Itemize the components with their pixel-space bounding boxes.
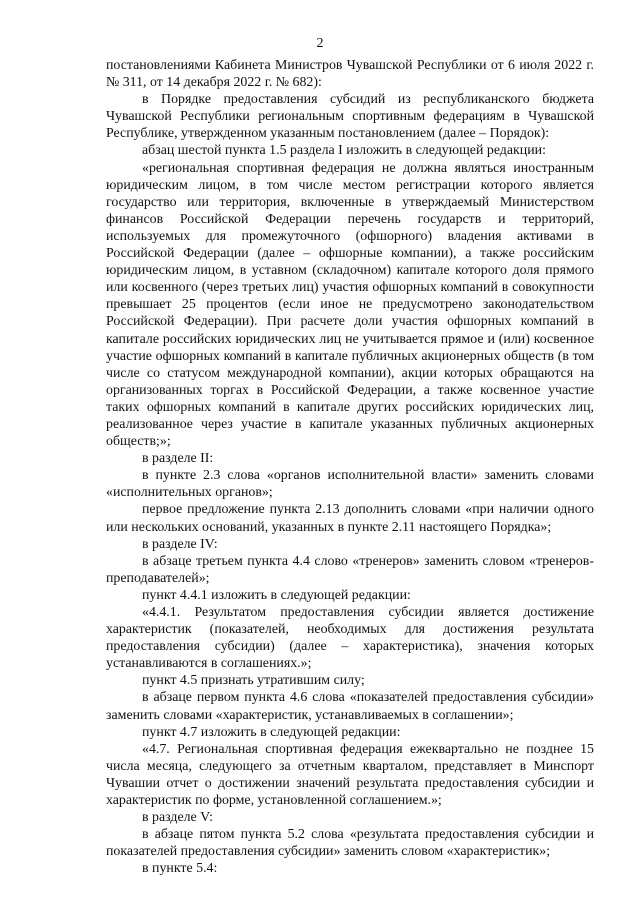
paragraph: абзац шестой пункта 1.5 раздела I изложить в следующей редакции: [142,143,546,159]
paragraph: «4.4.1. Результатом предоставления субсидии является достижение характеристик (показателей, необходимых для достижения результата предоставления субсидии) (далее – характеристика), значения которых устанавливаются в соглашениях.»; [106,605,594,672]
paragraph: постановлениями Кабинета Министров Чувашской Республики от 6 июля 2022 г. № 311, от 14 декабря 2022 г. № 682): [106,58,594,91]
paragraph: в Порядке предоставления субсидий из республиканского бюджета Чувашской Республики региональным спортивным федерациям в Чувашской Республике, утвержденном указанным постановлением (далее – Порядок): [106,92,594,142]
paragraph: в абзаце пятом пункта 5.2 слова «результата предоставления субсидии и показателей предоставления субсидии» заменить словом «характеристик»; [106,827,594,860]
paragraph: в разделе IV: [142,536,218,552]
paragraph: пункт 4.5 признать утратившим силу; [142,673,365,689]
document-body [106,57,594,878]
paragraph: «4.7. Региональная спортивная федерация ежеквартально не позднее 15 числа месяца, следующего за отчетным кварталом, представляет в Минспорт Чувашии отчет о достижении значений результата предоставления субсидии и характеристик по форме, установленной соглашением.»; [106,741,594,809]
paragraph: в разделе V: [142,810,214,826]
paragraph: «региональная спортивная федерация не должна являться иностранным юридическим лицом, в том числе местом регистрации которого является государство или территория, включенные в утверждаемый Министерством финансов Российской Федерации перечень государств и территорий, используемых для промежуточного (офшорного) владения активами в Российской Федерации (далее – офшорные компании), а также российским юридическим лицом, в уставном (складочном) капитале которого доля прямого или косвенного (через третьих лиц) участия офшорных компаний в совокупности превышает 25 процентов (если иное не предусмотрено законодательством Российской Федерации). При расчете доли участия офшорных компаний в капитале российских юридических лиц не учитывается прямое и (или) косвенное участие офшорных компаний в капитале публичных акционерных обществ (в том числе со статусом международной компании), акции которых обращаются на организованных торгах в Российской Федерации, а также косвенное участие таких офшорных компаний в капитале других российских юридических лиц, реализованное через участие в капитале указанных публичных акционерных обществ;»; [106,160,594,450]
paragraph: первое предложение пункта 2.13 дополнить словами «при наличии одного или нескольких оснований, указанных в пункте 2.11 настоящего Порядка»; [106,502,594,535]
paragraph: в абзаце первом пункта 4.6 слова «показателей предоставления субсидии» заменить словами «характеристик, устанавливаемых в соглашении»; [106,690,594,723]
paragraph: в разделе II: [142,451,214,467]
paragraph: пункт 4.7 изложить в следующей редакции: [142,724,401,740]
page-number: 2 [316,36,324,51]
paragraph: в абзаце третьем пункта 4.4 слово «тренеров» заменить словом «тренеров-преподавателей»; [106,553,594,586]
paragraph: в пункте 2.3 слова «органов исполнительной власти» заменить словами «исполнительных органов»; [106,468,594,501]
paragraph: пункт 4.4.1 изложить в следующей редакции: [142,587,411,603]
paragraph: в пункте 5.4: [142,861,218,877]
